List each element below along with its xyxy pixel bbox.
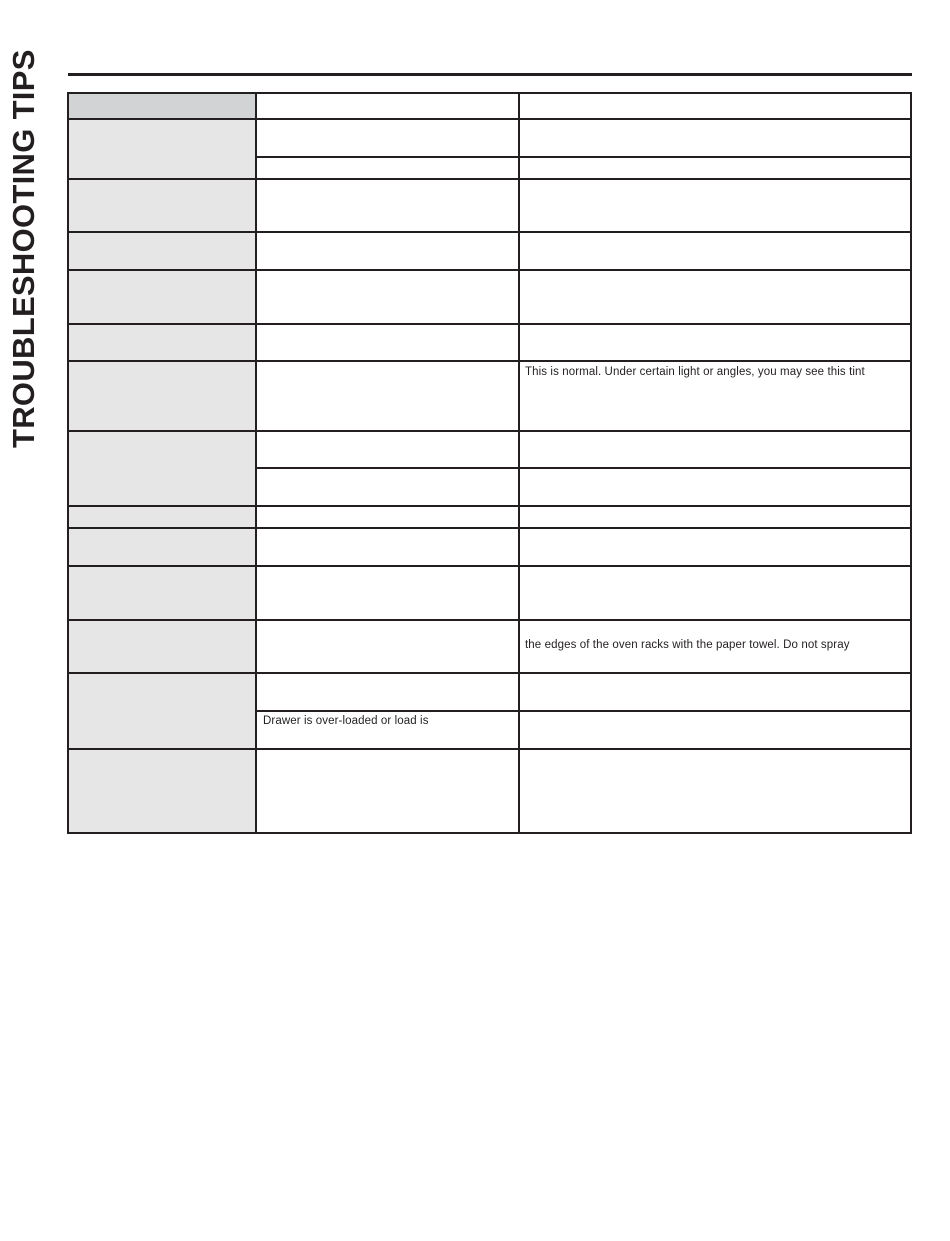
row-divider: [67, 92, 912, 94]
problem-cell: [69, 432, 255, 505]
table-header-cell: [69, 94, 255, 118]
subrow-divider: [255, 710, 912, 712]
row-divider: [67, 565, 912, 567]
subrow-divider: [255, 156, 912, 158]
problem-cell: [69, 120, 255, 178]
problem-cell: [69, 180, 255, 231]
row-divider: [67, 269, 912, 271]
row-divider: [67, 178, 912, 180]
problem-cell: [69, 567, 255, 619]
section-title: TROUBLESHOOTING TIPS: [6, 49, 41, 448]
problem-cell: [69, 233, 255, 269]
problem-cell: [69, 529, 255, 565]
header-rule: [68, 73, 912, 76]
solution-text: the edges of the oven racks with the paper towel. Do not spray: [525, 639, 850, 651]
table-border-bottom: [67, 832, 912, 834]
row-divider: [67, 748, 912, 750]
row-divider: [67, 118, 912, 120]
row-divider: [67, 430, 912, 432]
column-divider: [518, 92, 520, 834]
problem-cell: [69, 325, 255, 360]
row-divider: [67, 323, 912, 325]
solution-text: This is normal. Under certain light or angles, you may see this tint: [525, 366, 865, 378]
row-divider: [67, 231, 912, 233]
column-divider: [255, 92, 257, 834]
row-divider: [67, 360, 912, 362]
cause-text: Drawer is over-loaded or load is: [263, 715, 429, 727]
problem-cell: [69, 271, 255, 323]
problem-cell: [69, 621, 255, 672]
table-border-right: [910, 92, 912, 834]
problem-cell: [69, 362, 255, 430]
row-divider: [67, 505, 912, 507]
row-divider: [67, 527, 912, 529]
table-border-left: [67, 92, 69, 834]
problem-cell: [69, 507, 255, 527]
row-divider: [67, 619, 912, 621]
problem-cell: [69, 674, 255, 748]
subrow-divider: [255, 467, 912, 469]
problem-cell: [69, 750, 255, 832]
row-divider: [67, 672, 912, 674]
